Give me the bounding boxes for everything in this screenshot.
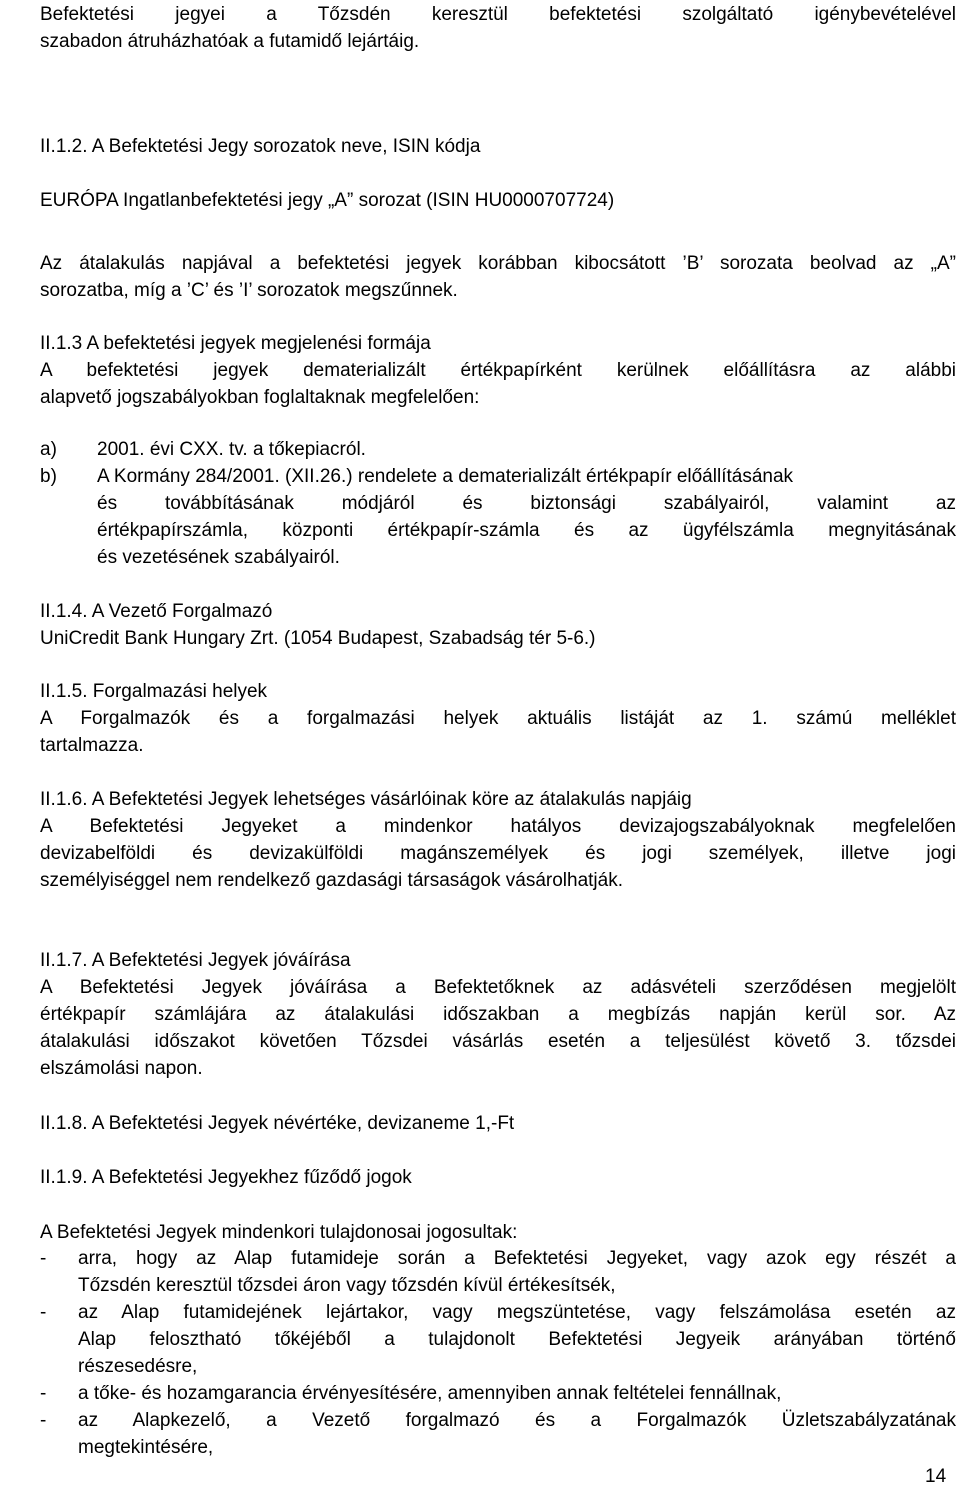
section-heading: II.1.6. A Befektetési Jegyek lehetséges vásárlóinak köre az átalakulás napjáig	[40, 789, 692, 810]
paragraph-line: UniCredit Bank Hungary Zrt. (1054 Budapest, Szabadság tér 5-6.)	[40, 628, 596, 649]
section-heading: II.1.4. A Vezető Forgalmazó	[40, 601, 273, 622]
paragraph-line: Befektetési jegyei a Tőzsdén keresztül befektetési szolgáltató igénybevételével	[40, 4, 956, 25]
list-item-text: az Alap futamidejének lejártakor, vagy megszüntetése, vagy felszámolása esetén az	[78, 1302, 956, 1323]
list-item-text: A Kormány 284/2001. (XII.26.) rendelete a dematerializált értékpapír előállításának	[97, 466, 794, 487]
list-item-text: Tőzsdén keresztül tőzsdei áron vagy tőzsdén kívül értékesítsék,	[78, 1275, 616, 1296]
paragraph-line: A Forgalmazók és a forgalmazási helyek aktuális listáját az 1. számú melléklet	[40, 708, 956, 729]
section-heading: II.1.7. A Befektetési Jegyek jóváírása	[40, 950, 351, 971]
list-item-text: az Alapkezelő, a Vezető forgalmazó és a Forgalmazók Üzletszabályzatának	[78, 1410, 956, 1431]
section-heading: II.1.9. A Befektetési Jegyekhez fűződő jogok	[40, 1167, 412, 1188]
section-heading: II.1.2. A Befektetési Jegy sorozatok neve, ISIN kódja	[40, 136, 481, 157]
list-item-text: a tőke- és hozamgarancia érvényesítésére, amennyiben annak feltételei fennállnak,	[78, 1383, 782, 1404]
list-label: a)	[40, 439, 57, 460]
paragraph-line: Az átalakulás napjával a befektetési jegyek korábban kibocsátott ’B’ sorozata beolvad az „A”	[40, 253, 956, 274]
paragraph-line: átalakulási időszakot követően Tőzsdei vásárlás esetén a teljesülést követő 3. tőzsdei	[40, 1031, 956, 1052]
list-item-text: Alap felosztható tőkéjéből a tulajdonolt Befektetési Jegyeik arányában történő	[78, 1329, 956, 1350]
list-item-text: arra, hogy az Alap futamideje során a Befektetési Jegyeket, vagy azok egy részét a	[78, 1248, 956, 1269]
paragraph-line: értékpapír számlájára az átalakulási időszakban a megbízás napján kerül sor. Az	[40, 1004, 956, 1025]
list-dash: -	[40, 1302, 47, 1323]
section-heading: II.1.8. A Befektetési Jegyek névértéke, devizaneme 1,-Ft	[40, 1113, 515, 1134]
list-item-text: és vezetésének szabályairól.	[97, 547, 340, 568]
list-label: b)	[40, 466, 57, 487]
paragraph-line: szabadon átruházhatóak a futamidő lejártáig.	[40, 31, 420, 52]
paragraph-line: elszámolási napon.	[40, 1058, 203, 1079]
section-heading: II.1.5. Forgalmazási helyek	[40, 681, 268, 702]
list-item-text: értékpapírszámla, központi értékpapír-számla és az ügyfélszámla megnyitásának	[97, 520, 956, 541]
section-heading: II.1.3 A befektetési jegyek megjelenési formája	[40, 333, 431, 354]
paragraph-line: tartalmazza.	[40, 735, 144, 756]
paragraph-line: EURÓPA Ingatlanbefektetési jegy „A” sorozat (ISIN HU0000707724)	[40, 190, 615, 211]
paragraph-line: A befektetési jegyek dematerializált értékpapírként kerülnek előállításra az alábbi	[40, 360, 956, 381]
paragraph-line: A Befektetési Jegyeket a mindenkor hatályos devizajogszabályoknak megfelelően	[40, 816, 956, 837]
list-dash: -	[40, 1383, 47, 1404]
list-item-text: 2001. évi CXX. tv. a tőkepiacról.	[97, 439, 366, 460]
paragraph-line: devizabelföldi és devizakülföldi magánszemélyek és jogi személyek, illetve jogi	[40, 843, 956, 864]
paragraph-line: alapvető jogszabályokban foglaltaknak megfelelően:	[40, 387, 480, 408]
page-number: 14	[925, 1466, 947, 1487]
paragraph-line: A Befektetési Jegyek mindenkori tulajdonosai jogosultak:	[40, 1222, 518, 1243]
paragraph-line: sorozatba, míg a ’C’ és ’I’ sorozatok megszűnnek.	[40, 280, 458, 301]
paragraph-line: A Befektetési Jegyek jóváírása a Befektetőknek az adásvételi szerződésen megjelölt	[40, 977, 956, 998]
list-dash: -	[40, 1248, 47, 1269]
list-item-text: megtekintésére,	[78, 1437, 214, 1458]
list-dash: -	[40, 1410, 47, 1431]
paragraph-line: személyiséggel nem rendelkező gazdasági társaságok vásárolhatják.	[40, 870, 623, 891]
list-item-text: és továbbításának módjáról és biztonsági szabályairól, valamint az	[97, 493, 956, 514]
list-item-text: részesedésre,	[78, 1356, 198, 1377]
